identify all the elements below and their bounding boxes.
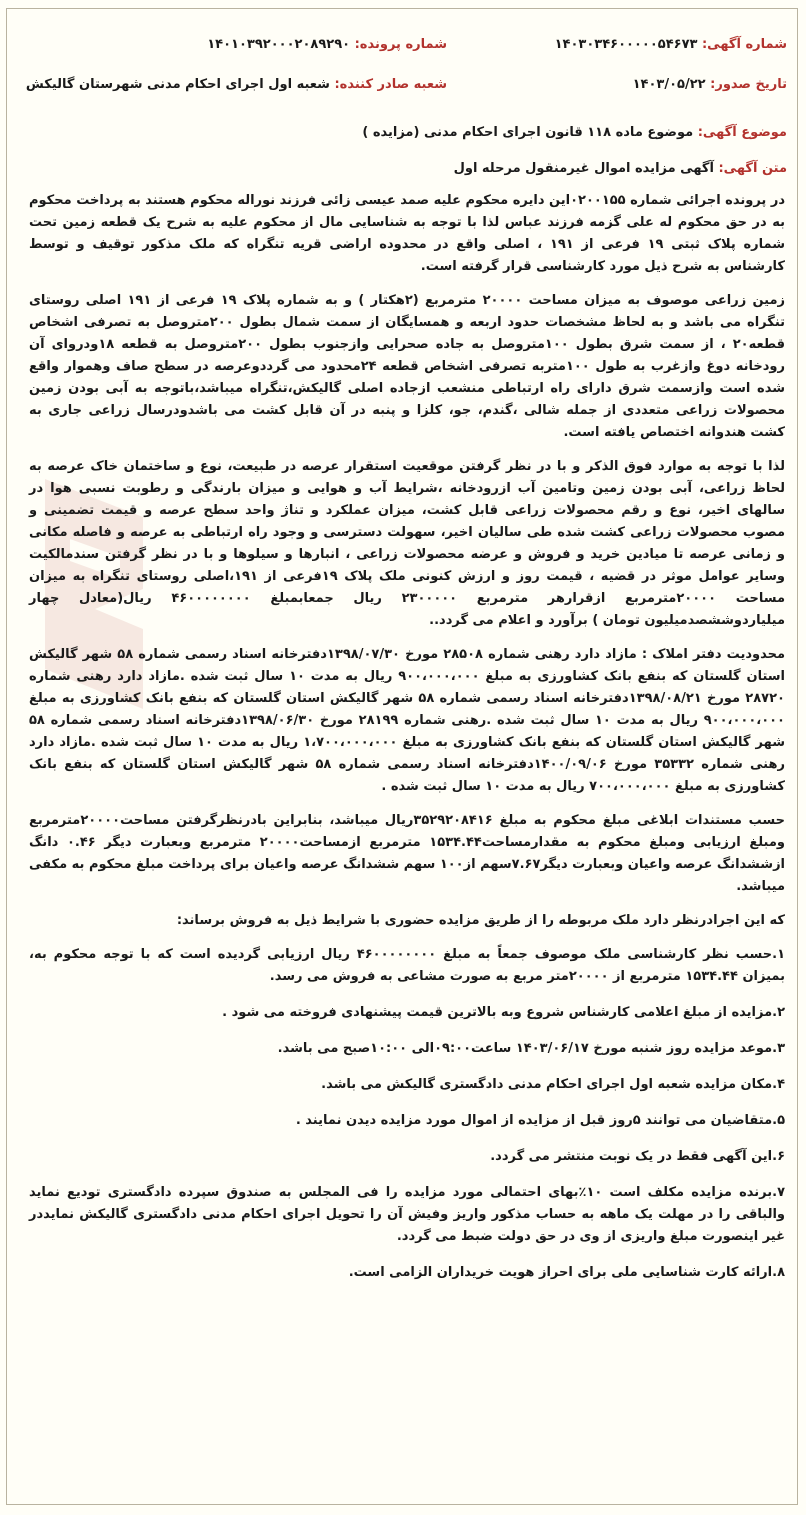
- ad-document: [6, 8, 798, 1505]
- condition-item: ۴.مکان مزایده شعبه اول اجرای احکام مدنی دادگستری گالیکش می باشد.: [321, 1077, 785, 1092]
- ad-text-label: متن آگهی:: [718, 161, 787, 176]
- case-number: ۱۴۰۱۰۳۹۲۰۰۰۲۰۸۹۲۹۰: [207, 37, 351, 52]
- issue-date-label: تاریخ صدور:: [710, 77, 787, 92]
- paragraph: محدودیت دفتر املاک : مازاد دارد رهنی شماره ۲۸۵۰۸ مورخ ۱۳۹۸/۰۷/۳۰دفترخانه اسناد رسمی شماره ۵۸ شهر گالیکش استان گلستان که بنفع بانک کشاورزی به مبلغ ۹۰۰،۰۰۰،۰۰۰ ریال به مدت ۱۰ سال ثبت شده .مازاد دارد رهنی شماره ۲۸۷۲۰ مورخ ۱۳۹۸/۰۸/۲۱دفترخانه اسناد رسمی شماره ۵۸ شهر گالیکش استان گلستان که بنفع بانک کشاورزی به مبلغ ۹۰۰،۰۰۰،۰۰۰ ریال به مدت ۱۰ سال ثبت شده .رهنی شماره ۲۸۱۹۹ مورخ ۱۳۹۸/۰۶/۳۰دفترخانه اسناد رسمی شماره ۵۸ شهر گالیکش استان گلستان که بنفع بانک کشاورزی به مبلغ ۱،۷۰۰،۰۰۰،۰۰۰ ریال به مدت ۱۰ سال ثبت شده .مازاد دارد رهنی شماره ۳۵۳۳۲ مورخ ۱۴۰۰/۰۹/۰۶دفترخانه اسناد رسمی شماره ۵۸ شهر گالیکش استان گلستان که بنفع بانک کشاورزی به مبلغ ۷۰۰،۰۰۰،۰۰۰ ریال به مدت ۱۰ سال ثبت شده .: [29, 647, 785, 794]
- condition-item: ۶.این آگهی فقط در یک نوبت منتشر می گردد.: [490, 1149, 785, 1164]
- ad-text-row: [454, 161, 787, 176]
- condition-item: ۸.ارائه کارت شناسایی ملی برای احراز هویت خریداران الزامی است.: [348, 1265, 785, 1280]
- paragraph: در پرونده اجرائی شماره ۰۲۰۰۱۵۵این دایره محکوم علیه صمد عیسی زائی فرزند نوراله محکوم هستند به پرداخت محکوم به در حق محکوم له علی گزمه فرزند عباس لذا با توجه به شناسایی مال از محکوم علیه به شرح یک قطعه زمین تحت شماره پلاک ثبتی ۱۹ فرعی از ۱۹۱ ، اصلی واقع در محدوده اراضی قریه تنگراه که ملک مذکور توقیف و توسط کارشناس به شرح ذیل مورد کارشناسی قرار گرفته است.: [29, 193, 786, 274]
- paragraph: لذا با توجه به موارد فوق الذکر و با در نظر گرفتن موقعیت استقرار عرصه در طبیعت، نوع و ساختمان خاک عرصه به لحاظ زراعی، آبی بودن زمین وتامین آب ازرودخانه ،شرایط آب و هوایی و میزان بارندگی و رطوبت نسبی هوا در سالهای اخیر، نوع و رقم محصولات زراعی قابل کشت، میزان عملکرد و تناژ واحد سطح عرصه و قیمت تضمینی و مصوب محصولات زراعی کشت شده طی سالیان اخیر، سهولت دسترسی و وجود راه ارتباطی به عرصه و فاصله مکانی و زمانی عرصه تا میادین خرید و فروش و عرضه محصولات زراعی ، انبارها و سیلوها و با در نظر گرفتن سندمالکیت وسایر عوامل موثر در قضیه ، قیمت روز و ارزش کنونی ملک پلاک ۱۹فرعی از ۱۹۱،اصلی روستای تنگراه به میزان مساحت ۲۰۰۰۰مترمربع ازقرارهر مترمربع ۲۳۰۰۰۰۰ ریال جمعابمبلغ ۴۶۰۰۰۰۰۰۰۰ ریال(معادل چهار میلیاردوششصدمیلیون تومان ) برآورد و اعلام می گردد..: [29, 459, 786, 628]
- ad-title: آگهی مزایده اموال غیرمنقول مرحله اول: [453, 161, 714, 176]
- ad-number-row: [555, 37, 787, 52]
- condition-item: ۳.موعد مزایده روز شنبه مورخ ۱۴۰۳/۰۶/۱۷ ساعت۰۹:۰۰الی ۱۰:۰۰صبح می باشد.: [277, 1041, 785, 1056]
- paragraph: که این اجرادرنظر دارد ملک مربوطه را از طریق مزایده حضوری با شرایط ذیل به فروش برساند:: [176, 913, 785, 928]
- subject-text: موضوع ماده ۱۱۸ قانون اجرای احکام مدنی (مزایده ): [362, 125, 694, 140]
- issuer: شعبه اول اجرای احکام مدنی شهرستان گالیکش: [25, 77, 330, 92]
- subject-label: موضوع آگهی:: [697, 125, 787, 140]
- paragraph: زمین زراعی موصوف به میزان مساحت ۲۰۰۰۰ مترمربع (۲هکتار ) و به شماره پلاک ۱۹ فرعی از ۱۹۱ اصلی روستای تنگراه می باشد و به لحاظ مشخصات حدود اربعه و همسایگان از سمت شمال بطول ۲۰۰متروصل به تصرفی اشخاص قطعه۲۰ ، از سمت شرق بطول ۱۰۰متروصل به جاده صحرایی وازجنوب بطول ۲۰۰متروصل به قطعه ۱۸ودروای آن رودخانه دوغ وازغرب به طول ۱۰۰متربه تصرفی اشخاص قطعه ۲۴محدود می گرددوعرصه در سطح صاف وهموار واقع شده است وازسمت شرق دارای راه ارتباطی منشعب ازجاده اصلی گالیکش،تنگراه میباشد،باتوجه به آبی بودن زمین محصولات زراعی متعددی از جمله شالی ،گندم، جو، کلزا و پنبه در آن قابل کشت می باشدودرسال زراعی جاری به کشت هندوانه اختصاص یافته است.: [29, 293, 786, 440]
- ad-number: ۱۴۰۳۰۳۴۶۰۰۰۰۰۵۴۶۷۳: [554, 37, 698, 52]
- ad-number-label: شماره آگهی:: [701, 37, 787, 52]
- case-number-label: شماره پرونده:: [354, 37, 447, 52]
- condition-item: ۷.برنده مزایده مکلف است ۱۰٪بهای احتمالی مورد مزایده را فی المجلس به صندوق سپرده دادگستری تودیع نماید والباقی را در مهلت یک ماهه به حساب مذکور واریز وفیش آن را تحویل اجرای احکام مدنی دادگستری گالیکش نمایددر غیر اینصورت مبلغ واریزی از وی در حق دولت ضبط می گردد.: [29, 1185, 785, 1244]
- condition-item: ۲.مزایده از مبلغ اعلامی کارشناس شروع وبه بالاترین قیمت پیشنهادی فروخته می شود .: [222, 1005, 785, 1020]
- subject-row: [362, 125, 787, 140]
- issuer-row: [26, 77, 447, 92]
- case-number-row: [207, 37, 447, 52]
- issuer-label: شعبه صادر کننده:: [334, 77, 447, 92]
- issue-date: ۱۴۰۳/۰۵/۲۲: [632, 77, 706, 92]
- issue-date-row: [633, 77, 787, 92]
- paragraph: حسب مستندات ابلاغی مبلغ محکوم به مبلغ ۳۵۲۹۲۰۸۴۱۶ریال میباشد، بنابراین بادرنظرگرفتن مساحت۲۰۰۰۰مترمربع ومبلغ ارزیابی ومبلغ محکوم به مقدارمساحت۱۵۳۴.۴۴ مترمربع ازمساحت۲۰۰۰۰ مترمربع وبعبارت دیگر ۰.۴۶ دانگ ازششدانگ عرصه واعیان وبعبارت دیگر۷.۶۷سهم از۱۰۰ سهم ششدانگ عرصه واعیان برای پرداخت مبلغ محکوم به مکفی میباشد.: [29, 813, 786, 894]
- ad-body: [29, 190, 785, 1298]
- condition-item: ۵.متقاضیان می توانند ۵روز قبل از مزایده از اموال مورد مزایده دیدن نمایند .: [295, 1113, 785, 1128]
- condition-item: ۱.حسب نظر کارشناسی ملک موصوف جمعاً به مبلغ ۴۶۰۰۰۰۰۰۰۰ ریال ارزیابی گردیده است که با توجه محکوم به، بمیزان ۱۵۳۴.۴۴ مترمربع از ۲۰۰۰۰متر مربع به صورت مشاعی به فروش می رسد.: [29, 947, 786, 984]
